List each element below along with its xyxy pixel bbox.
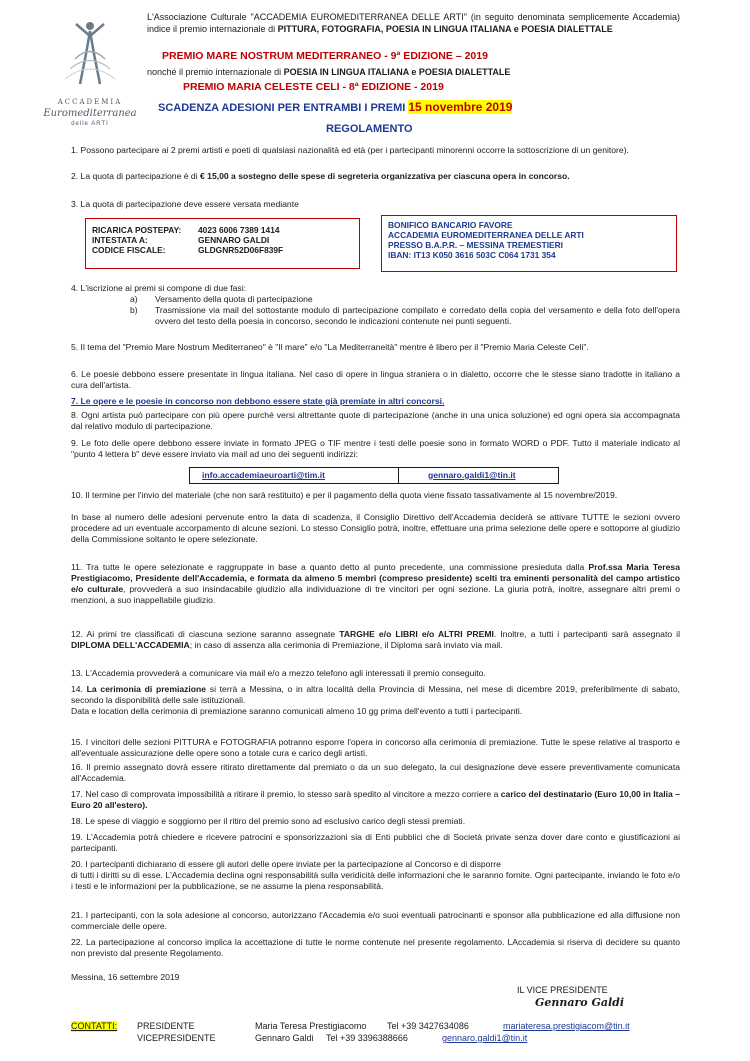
- contacts-label: CONTATTI:: [71, 1021, 118, 1031]
- article-4a-letter: a): [130, 294, 138, 304]
- article-20-continuation: di tutti i diritti su di esse. L'Accademia declina ogni responsabilità sulla veridicità delle informazioni che le saranno fornite. Ogni partecipante, inviando le foto e/o i testi e le informazioni per la pubblicazione, se ne assume la piena responsabilità.: [71, 870, 680, 891]
- article-4b: Trasmissione via mail del sottostante modulo di partecipazione compilato e corredato della copia del versamento e della foto dell'opera ovvero del testo della poesia in concorso, secondo le indicazioni contenute nei punti seguenti.: [155, 305, 680, 326]
- contact-name-president: Maria Teresa Prestigiacomo: [255, 1021, 367, 1031]
- article-6: 6. Le poesie debbono essere presentate in lingua italiana. Nel caso di opere in lingua straniera o in dialetto, occorre che le stesse siano tradotte in italiano a cura dell'artista.: [71, 369, 680, 390]
- article-20: 20. I partecipanti dichiarano di essere gli autori delle opere inviate per la partecipazione al Concorso e di disporre: [71, 859, 501, 869]
- article-14: 14. La cerimonia di premiazione si terrà a Messina, o in altra località della Provincia di Messina, nel mese di dicembre 2019, preferibilmente di sabato, secondo la disponibilità delle sale istituzionali.: [71, 684, 680, 705]
- article-17: 17. Nel caso di comprovata impossibilità a ritirare il premio, lo stesso sarà spedito al vincitore a mezzo corriere a carico del destinatario (Euro 10,00 in Italia – Euro 20 all'estero).: [71, 789, 680, 810]
- postepay-row: INTESTATA A: GENNARO GALDI: [92, 235, 270, 245]
- prize-1-title: PREMIO MARE NOSTRUM MEDITERRANEO - 9ª EDIZIONE – 2019: [162, 50, 488, 62]
- contact-phone-president: Tel +39 3427634086: [387, 1021, 469, 1031]
- contact-email-vice[interactable]: gennaro.galdi1@tin.it: [442, 1033, 528, 1043]
- contact-email-president[interactable]: mariateresa.prestigiacom@tin.it: [503, 1021, 630, 1031]
- postepay-row: RICARICA POSTEPAY: 4023 6006 7389 1414: [92, 225, 280, 235]
- vice-president-title: IL VICE PRESIDENTE: [517, 985, 608, 995]
- article-4a: Versamento della quota di partecipazione: [155, 294, 313, 304]
- logo-line-2: Euromediterranea: [43, 108, 137, 119]
- article-5: 5. Il tema del "Premio Mare Nostrum Mediterraneo" è "Il mare" e/o "La Mediterraneità" mentre è libero per il "Premio Maria Celeste Celi".: [71, 342, 589, 352]
- postepay-row: CODICE FISCALE: GLDGNR52D06F839F: [92, 245, 284, 255]
- article-10-continuation: In base al numero delle adesioni pervenute entro la data di scadenza, il Consiglio Direttivo dell'Accademia deciderà se attivare TUTTE le sezioni ovvero procedere ad un eventuale accorpamento di alcune sezioni. Lo stesso Consiglio potrà, inoltre, effettuare una prima selezione delle opere e sottoporre al giudizio della Commissione soltanto le opere selezionate.: [71, 512, 680, 544]
- article-2: 2. La quota di partecipazione è di € 15,00 a sostegno delle spese di segreteria organizzativa per ciascuna opera in concorso.: [71, 171, 570, 181]
- intro-paragraph: L'Associazione Culturale "ACCADEMIA EUROMEDITERRANEA DELLE ARTI" (in seguito denominata semplicemente Accademia) indice il premio internazionale di PITTURA, FOTOGRAFIA, POESIA IN LINGUA ITALIANA e POESIA DIALETTALE: [147, 12, 680, 34]
- article-7: 7. Le opere e le poesie in concorso non debbono essere state già premiate in altri concorsi.: [71, 396, 445, 406]
- prize-2-title: PREMIO MARIA CELESTE CELI - 8ª EDIZIONE - 2019: [183, 81, 444, 93]
- deadline-date: 15 novembre 2019: [408, 100, 513, 114]
- logo-line-3: delle ARTI: [71, 121, 109, 127]
- article-10: 10. Il termine per l'invio del materiale (che non sarà restituito) e per il pagamento della quota viene fissato tassativamente al 15 novembre/2019.: [71, 490, 618, 500]
- article-22: 22. La partecipazione al concorso implica la accettazione di tutte le norme contenute nel presente regolamento. LAccademia si riserva di decidere su quanto non previsto dal presente Regolamento.: [71, 937, 680, 958]
- academy-logo: [40, 14, 140, 132]
- article-21: 21. I partecipanti, con la sola adesione al concorso, autorizzano l'Accademia e/o suoi eventuali patrocinanti e sponsor alla pubblicazione ed alla diffusione non commerciale delle opere.: [71, 910, 680, 931]
- prize-connector: nonché il premio internazionale di POESIA IN LINGUA ITALIANA e POESIA DIALETTALE: [147, 67, 511, 77]
- email-divider: [398, 468, 399, 483]
- contact-phone-vice: Tel +39 3396388666: [326, 1033, 408, 1043]
- logo-line-1: ACCADEMIA: [57, 98, 123, 106]
- article-8: 8. Ogni artista può partecipare con più opere purché versi altrettante quote di partecipazione (anche in una unica soluzione) ed ogni opera sia accompagnata dal relativo modulo di partecipazione.: [71, 410, 680, 431]
- bank-transfer-box: BONIFICO BANCARIO FAVORE ACCADEMIA EUROMEDITERRANEA DELLE ARTI PRESSO B.A.P.R. – MESSINA TREMESTIERI IBAN: IT13 K050 3616 503C C064 1731 354: [381, 215, 677, 272]
- article-12: 12. Ai primi tre classificati di ciascuna sezione saranno assegnate TARGHE e/o LIBRI e/o ALTRI PREMI. Inoltre, a tutti i partecipanti sarà assegnato il DIPLOMA DELL'ACCADEMIA; in caso di assenza alla cerimonia di Premiazione, il Diploma sarà inviato via mail.: [71, 629, 680, 650]
- article-15: 15. I vincitori delle sezioni PITTURA e FOTOGRAFIA potranno esporre l'opera in concorso alla cerimonia di premiazione. Tutte le spese relative al trasporto e all'eventuale assicurazione delle opere sono a totale cura e carico degli artisti.: [71, 737, 680, 758]
- regolamento-heading: REGOLAMENTO: [326, 123, 413, 135]
- article-4: 4. L'iscrizione ai premi si compone di due fasi:: [71, 283, 247, 293]
- article-1: 1. Possono partecipare ai 2 premi artisti e poeti di qualsiasi nazionalità ed età (per i partecipanti minorenni occorre la sottoscrizione di un genitore).: [71, 145, 629, 155]
- place-date: Messina, 16 settembre 2019: [71, 972, 180, 982]
- article-9: 9. Le foto delle opere debbono essere inviate in formato JPEG o TIF mentre i testi delle poesie sono in formato WORD o PDF. Tutto il materiale indicato al "punto 4 lettera b" deve essere inviato via mail ad uno dei seguenti indirizzi:: [71, 438, 680, 459]
- article-19: 19. L'Accademia potrà chiedere e ricevere patrocini e sponsorizzazioni sia di Enti pubblici che di Società private senza dover dare conto e giustificazioni ai partecipanti.: [71, 832, 680, 853]
- contact-role-president: PRESIDENTE: [137, 1021, 195, 1031]
- vice-president-signature: Gennaro Galdi: [535, 996, 625, 1009]
- article-4b-letter: b): [130, 305, 138, 315]
- article-11: 11. Tra tutte le opere selezionate e raggruppate in base a quanto detto al punto precedente, una commissione presieduta dalla Prof.ssa Maria Teresa Prestigiacomo, Presidente dell'Accademia, e formata da almeno 5 membri (compreso presidente) scelti tra eminenti personalità del campo artistico e/o culturale, provvederà a suo insindacabile giudizio alla individuazione di tre vincitori per ogni sezione. La giuria potrà, inoltre, assegnare altri premi o menzioni, a suo inappellabile giudizio.: [71, 562, 681, 605]
- contact-role-vice: VICEPRESIDENTE: [137, 1033, 216, 1043]
- postepay-box: [85, 218, 360, 269]
- email-box: [189, 467, 559, 484]
- article-18: 18. Le spese di viaggio e soggiorno per il ritiro del premio sono ad esclusivo carico degli stessi premiati.: [71, 816, 466, 826]
- article-16: 16. Il premio assegnato dovrà essere ritirato direttamente dal premiato o da un suo delegato, la cui designazione deve essere preventivamente comunicata all'Accademia.: [71, 762, 680, 783]
- figure-icon: [40, 14, 140, 94]
- article-3: 3. La quota di partecipazione deve essere versata mediante: [71, 199, 299, 209]
- email-link-galdi[interactable]: gennaro.galdi1@tin.it: [428, 470, 516, 480]
- article-13: 13. L'Accademia provvederà a comunicare via mail e/o a mezzo telefono agli interessati il premio conseguito.: [71, 668, 486, 678]
- contact-name-vice: Gennaro Galdi: [255, 1033, 314, 1043]
- email-link-accademia[interactable]: info.accademiaeuroarti@tim.it: [202, 470, 325, 480]
- article-14-continuation: Data e location della cerimonia di premiazione saranno comunicati almeno 10 gg prima dell'evento a tutti i partecipanti.: [71, 706, 523, 716]
- deadline-line: SCADENZA ADESIONI PER ENTRAMBI I PREMI 15 novembre 2019: [158, 100, 513, 114]
